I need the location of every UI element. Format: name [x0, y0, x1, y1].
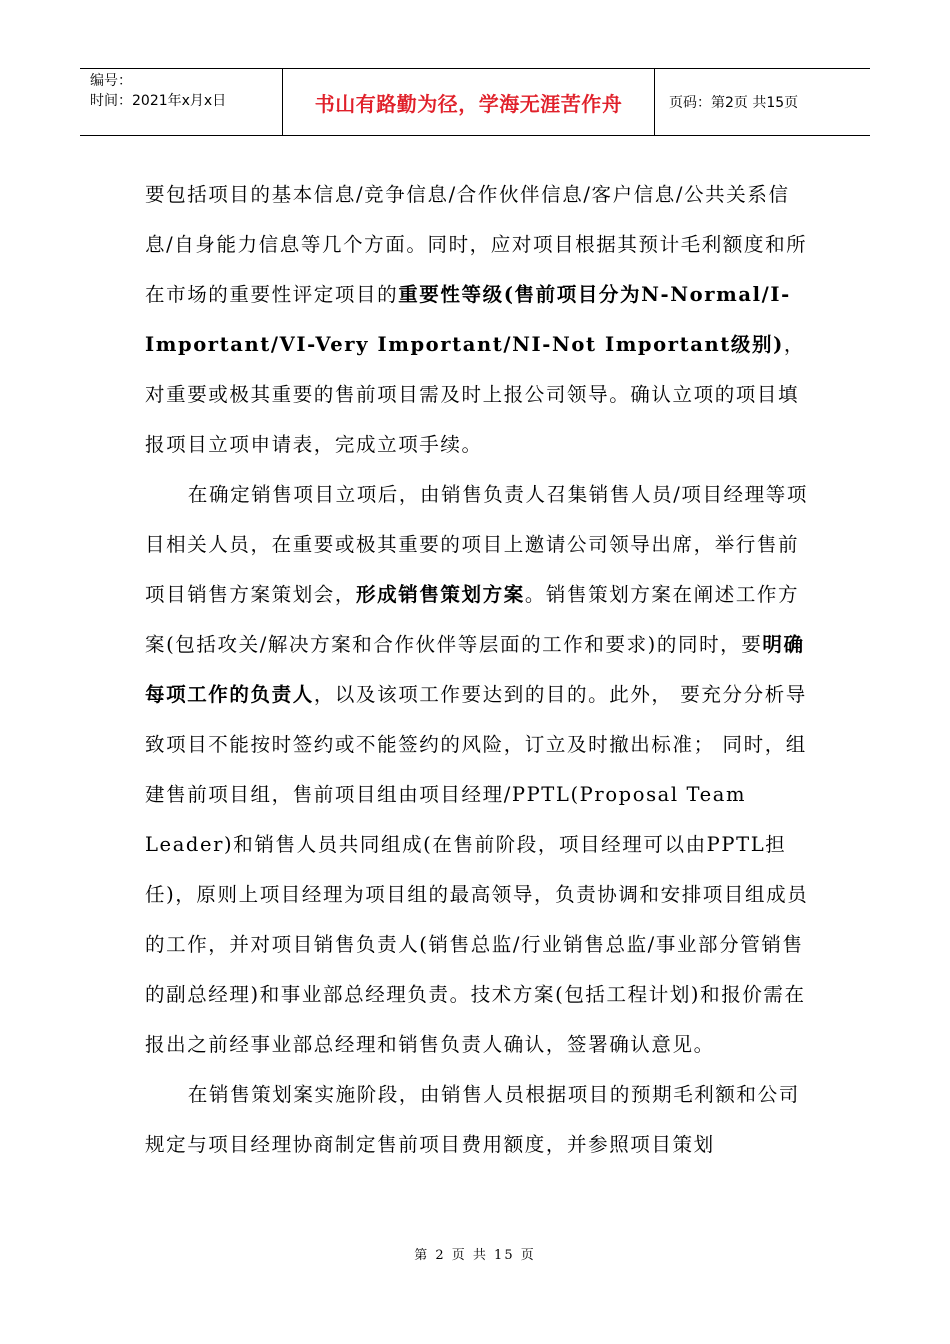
- header-motto: 书山有路勤为径，学海无涯苦作舟: [283, 69, 655, 135]
- paragraph-2: [145, 470, 817, 1070]
- paragraph-2-text-a: 在确定销售项目立项后，由销售负责人召集销售人员/项目经理等项目相关人员，在重要或极其重要的项目上邀请公司领导出席，举行售前项目销售方案策划会，: [145, 483, 808, 606]
- header-page-number: 页码：第2页 共15页: [669, 95, 799, 111]
- paragraph-1-text-b: ，对重要或极其重要的售前项目需及时上报公司领导。确认立项的项目填报项目立项申请表，完成立项手续。: [145, 333, 805, 456]
- document-code-label: 编号：: [90, 73, 132, 89]
- paragraph-1-text-a: 要包括项目的基本信息/竞争信息/合作伙伴信息/客户信息/公共关系信息/自身能力信息等几个方面。同时，应对项目根据其预计毛利额度和所在市场的重要性评定项目的: [145, 183, 808, 306]
- page-footer: 第 2 页 共 15 页: [414, 1248, 536, 1263]
- paragraph-2-text-b: 。销售策划方案在阐述工作方案(包括攻关/解决方案和合作伙伴等层面的工作和要求)的同时，要: [145, 583, 800, 656]
- page-header: [80, 68, 870, 136]
- paragraph-2-bold-1: 形成销售策划方案: [356, 583, 525, 606]
- paragraph-2-bold-2: 明确每项工作的负责人: [145, 633, 805, 706]
- paragraph-2-text-c: ，以及该项工作要达到的目的。此外， 要充分分析导致项目不能按时签约或不能签约的风险，订立及时撤出标准； 同时，组建售前项目组，售前项目组由项目经理/PPTL(Proposal Team Leader)和销售人员共同组成(在售前阶段，项目经理可以由PPTL担任)，原则上项目经理为项目组的最高领导，负责协调和安排项目组成员的工作，并对项目销售负责人(销售总监/行业销售总监/事业部分管销售的副总经理)和事业部总经理负责。技术方案(包括工程计划)和报价需在报出之前经事业部总经理和销售负责人确认，签署确认意见。: [145, 683, 809, 1056]
- paragraph-1-bold: 重要性等级(售前项目分为N-Normal/I-Important/VI-Very Important/NI-Not Important级别): [145, 283, 791, 356]
- document-body: [145, 170, 817, 1170]
- header-meta: [80, 69, 283, 135]
- document-time-label: 时间：2021年x月x日: [90, 93, 227, 109]
- paragraph-1: [145, 170, 817, 470]
- paragraph-3: 在销售策划案实施阶段，由销售人员根据项目的预期毛利额和公司规定与项目经理协商制定售前项目费用额度，并参照项目策划: [145, 1083, 800, 1156]
